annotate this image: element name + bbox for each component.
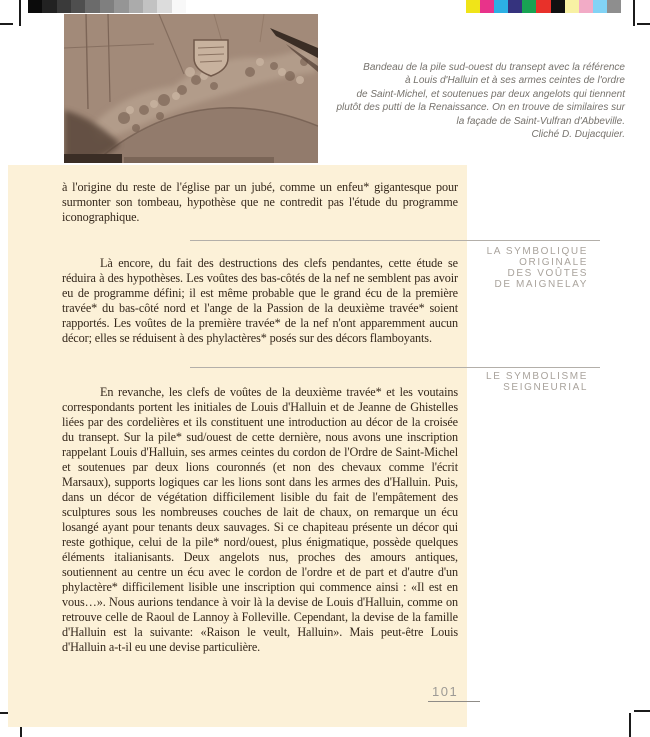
calibration-swatch	[522, 0, 536, 13]
calibration-swatch	[114, 0, 128, 13]
calibration-swatch	[466, 0, 480, 13]
body-paragraph-1: à l'origine du reste de l'église par un jubé, comme un enfeu* gigantesque pour surmonter son tombeau, hypothèse que ne contredit pas l'étude du programme iconographique.	[62, 180, 458, 224]
calibration-swatch	[85, 0, 99, 13]
grayscale-calibration-bar	[28, 0, 186, 13]
cropmark-top-left-horizontal	[0, 23, 13, 25]
calibration-swatch	[494, 0, 508, 13]
caption-credit: Cliché D. Dujacquier.	[531, 129, 625, 141]
calibration-swatch	[508, 0, 522, 13]
heading-line: DE MAIGNELAY	[494, 279, 588, 290]
color-calibration-bar	[466, 0, 621, 13]
calibration-swatch	[579, 0, 593, 13]
calibration-swatch	[565, 0, 579, 13]
calibration-swatch	[480, 0, 494, 13]
calibration-swatch	[100, 0, 114, 13]
heading-line: SEIGNEURIAL	[503, 382, 588, 393]
calibration-swatch	[536, 0, 550, 13]
page-number-underline	[428, 701, 480, 702]
stone-carving-illustration	[64, 14, 318, 163]
calibration-swatch	[42, 0, 56, 13]
cropmark-top-left-vertical	[19, 0, 21, 26]
body-paragraph-2: Là encore, du fait des destructions des clefs pendantes, cette étude se réduira à des hypothèses. Les voûtes des bas-côtés de la nef ne semblent pas avoir eu de programme défini; il est même probable que le grand écu de la première travée* du bas-côté nord et l'ange de la Passion de la deuxième travée* soient rapportés. Les voûtes de la première travée* de la nef n'ont apparemment aucun décor; elles se réduisent à des phylactères* posés sur des décors flamboyants.	[62, 256, 458, 345]
calibration-swatch	[607, 0, 621, 13]
heading-line: LE SYMBOLISME	[486, 371, 588, 382]
stone-carving-photo	[64, 14, 318, 163]
cropmark-bottom-right-horizontal	[634, 710, 650, 712]
cropmark-top-right-horizontal	[637, 23, 650, 25]
calibration-swatch	[143, 0, 157, 13]
calibration-swatch	[157, 0, 171, 13]
calibration-swatch	[129, 0, 143, 13]
page-number: 101	[432, 684, 459, 699]
caption-line: à Louis d'Halluin et à ses armes ceintes de l'ordre	[404, 75, 625, 87]
calibration-swatch	[28, 0, 42, 13]
caption-line: la façade de Saint-Vulfran d'Abbeville.	[456, 115, 625, 127]
section-divider-rule-1	[190, 240, 600, 241]
calibration-swatch	[551, 0, 565, 13]
section-divider-rule-2	[190, 367, 600, 368]
calibration-swatch	[71, 0, 85, 13]
caption-line: de Saint-Michel, et soutenues par deux angelots qui tiennent	[356, 88, 625, 100]
photo-caption	[295, 61, 625, 141]
calibration-swatch	[57, 0, 71, 13]
cropmark-bottom-right-vertical	[629, 713, 631, 737]
caption-line: Bandeau de la pile sud-ouest du transept avec la référence	[363, 62, 625, 73]
calibration-swatch	[593, 0, 607, 13]
heading-line: DES VOÛTES	[507, 268, 588, 279]
body-paragraph-3: En revanche, les clefs de voûtes de la deuxième travée* et les voutains correspondants portent les initiales de Louis d'Halluin et de Jeanne de Ghistelles liées par des cordelières et ils constituent une introduction au décor de la croisée du transept. Sur la pile* sud/ouest de cette dernière, nous avons une inscription rappelant Louis d'Halluin, ses armes ceintes du cordon de l'Ordre de Saint-Michel et soutenues par deux lions couronnés (et non des chevaux comme l'écrit Marsaux), supports logiques car les lions sont dans les armes des d'Halluin. Puis, dans un décor de végétation difficilement lisible du fait de l'empâtement des sculptures sous les nombreuses couches de lait de chaux, on remarque un écu losangé ayant pour tenants deux sauvages. Si ce chapiteau présente un décor qui reste gothique, celui de la pile* nord/ouest, plus énigmatique, possède quelques éléments italianisants. Deux angelots nus, proches des amours antiques, soutiennent au centre un écu avec le cordon de l'ordre et de part et d'autre d'un phylactère* difficilement lisible une inscription qui commence ainsi : «Il est en vous…». Nous aurions tendance à voir là la devise de Louis d'Halluin, comme on retrouve celle de Raoul de Lannoy à Folleville. Cependant, la devise de la famille d'Halluin est la suivante: «Raison le veult, Halluin». Mais peut-être Louis d'Halluin a-t-il eu une devise particulière.	[62, 385, 458, 654]
heading-line: LA SYMBOLIQUE	[486, 246, 588, 257]
calibration-swatch	[172, 0, 186, 13]
heading-line: ORIGINALE	[519, 257, 588, 268]
cropmark-top-right-vertical	[633, 0, 635, 26]
caption-line: plutôt des putti de la Renaissance. On en trouve de similaires sur	[336, 102, 625, 114]
